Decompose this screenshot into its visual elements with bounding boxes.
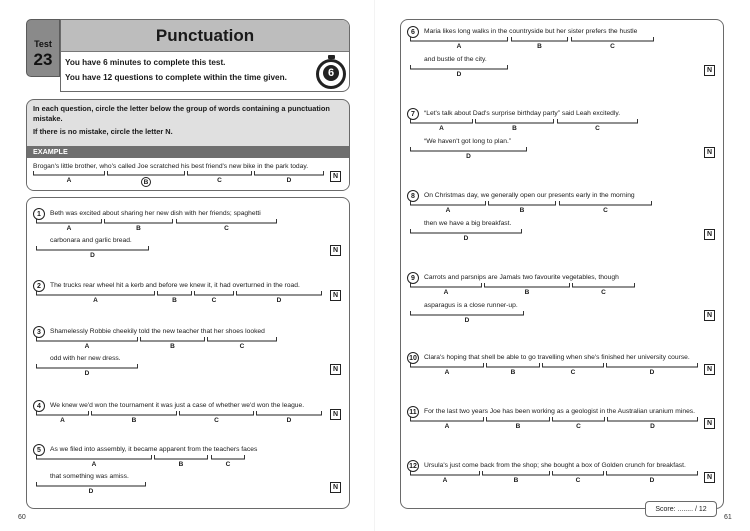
- q9-no-mistake-box[interactable]: N: [704, 310, 715, 321]
- question-number: 4: [33, 400, 45, 412]
- example-option-b[interactable]: [107, 177, 185, 187]
- example-option-b-circle: B: [141, 177, 151, 187]
- question-number: 1: [33, 208, 45, 220]
- q11-option-b[interactable]: B: [515, 423, 521, 430]
- q6-option-b[interactable]: B: [537, 43, 542, 50]
- score-box: Score: ........ / 12: [645, 501, 717, 517]
- q5-no-mistake-box[interactable]: N: [330, 482, 341, 493]
- q2-option-b[interactable]: B: [172, 297, 177, 304]
- question-number: 6: [407, 26, 419, 38]
- q7-no-mistake-box[interactable]: N: [704, 147, 715, 158]
- question-text-line-2: asparagus is a close runner-up.: [424, 302, 518, 309]
- page-number-left: 60: [18, 514, 26, 521]
- instruction-no-mistake: If there is no mistake, circle the letter N.: [33, 127, 173, 136]
- question-number: 2: [33, 280, 45, 292]
- q9-option-d[interactable]: D: [464, 317, 470, 324]
- q8-no-mistake-box[interactable]: N: [704, 229, 715, 240]
- example-n-box[interactable]: N: [330, 171, 341, 182]
- stopwatch-icon: [316, 59, 346, 89]
- page-gutter: [374, 0, 375, 531]
- q2-option-c[interactable]: C: [211, 297, 217, 304]
- example-option-c[interactable]: C: [217, 177, 222, 184]
- q3-option-b[interactable]: B: [170, 343, 175, 350]
- q9-option-c[interactable]: C: [601, 289, 606, 296]
- q10-option-d[interactable]: D: [649, 369, 655, 376]
- q8-option-b[interactable]: B: [519, 207, 525, 214]
- q10-option-a[interactable]: A: [444, 369, 450, 376]
- q3-option-c[interactable]: C: [239, 343, 245, 350]
- q12-option-d[interactable]: D: [649, 477, 655, 484]
- question-text-line-2: that something was amiss.: [50, 473, 129, 480]
- q12-option-c[interactable]: C: [575, 477, 581, 484]
- example-option-d[interactable]: D: [286, 177, 292, 184]
- q8-option-a[interactable]: A: [445, 207, 451, 214]
- questions-panel-right: [400, 19, 724, 509]
- question-number: 8: [407, 190, 419, 202]
- question-text-line-2: carbonara and garlic bread.: [50, 237, 132, 244]
- q6-option-a[interactable]: A: [456, 43, 462, 50]
- q12-option-a[interactable]: A: [442, 477, 448, 484]
- question-number: 9: [407, 272, 419, 284]
- q7-option-d[interactable]: D: [466, 153, 471, 160]
- q4-option-c[interactable]: C: [214, 417, 219, 424]
- q10-option-c[interactable]: C: [570, 369, 576, 376]
- q11-option-d[interactable]: D: [650, 423, 655, 430]
- question-number: 5: [33, 444, 45, 456]
- question-number: 11: [407, 406, 419, 418]
- instruction-text: In each question, circle the letter below the group of words containing a punctuation mistake.: [33, 104, 330, 123]
- q4-option-d[interactable]: D: [286, 417, 292, 424]
- stopwatch-knob: [328, 55, 335, 59]
- q9-option-a[interactable]: A: [443, 289, 449, 296]
- question-text-line-1: We knew we'd won the tournament it was just a case of whether we'd won the league.: [50, 402, 305, 409]
- q5-option-c[interactable]: C: [225, 461, 231, 468]
- question-text-line-1: The trucks rear wheel hit a kerb and before we knew it, it had overturned in the road.: [50, 282, 300, 289]
- q5-option-a[interactable]: A: [91, 461, 97, 468]
- q3-no-mistake-box[interactable]: N: [330, 364, 341, 375]
- q12-option-b[interactable]: B: [513, 477, 519, 484]
- q2-no-mistake-box[interactable]: N: [330, 290, 341, 301]
- question-number: 10: [407, 352, 419, 364]
- time-instruction: You have 6 minutes to complete this test.: [65, 58, 226, 67]
- q4-no-mistake-box[interactable]: N: [330, 409, 341, 420]
- q9-option-b[interactable]: B: [524, 289, 530, 296]
- q1-option-b[interactable]: B: [136, 225, 141, 232]
- question-text-line-2: then we have a big breakfast.: [424, 220, 512, 227]
- q7-option-b[interactable]: B: [512, 125, 517, 132]
- question-text-line-1: On Christmas day, we generally open our presents early in the morning: [424, 192, 635, 199]
- q10-no-mistake-box[interactable]: N: [704, 364, 715, 375]
- q8-option-c[interactable]: C: [603, 207, 608, 214]
- q6-option-d[interactable]: D: [456, 71, 462, 78]
- q6-no-mistake-box[interactable]: N: [704, 65, 715, 76]
- q1-option-c[interactable]: C: [224, 225, 229, 232]
- question-text-line-1: Carrots and parsnips are Jamals two favourite vegetables, though: [424, 274, 619, 281]
- q11-option-a[interactable]: A: [444, 423, 450, 430]
- q1-option-d[interactable]: D: [90, 252, 95, 259]
- question-text-line-1: For the last two years Joe has been working as a geologist in the Australian uranium mines.: [424, 408, 695, 415]
- test-number: 23: [33, 50, 53, 69]
- test-label: Test: [34, 39, 52, 49]
- question-text-line-1: Maria likes long walks in the countryside but her sister prefers the hustle: [424, 28, 638, 35]
- q1-option-a[interactable]: A: [66, 225, 72, 232]
- q8-option-d[interactable]: D: [463, 235, 469, 242]
- question-text-line-1: Clara's hoping that shell be able to go travelling when she's finished her university course.: [424, 354, 690, 361]
- question-text-line-2: “We haven't got long to plan.”: [424, 138, 512, 145]
- question-text-line-2: odd with her new dress.: [50, 355, 121, 362]
- question-number: 3: [33, 326, 45, 338]
- example-option-a[interactable]: A: [66, 177, 72, 184]
- question-number: 7: [407, 108, 419, 120]
- example-sentence: Brogan's little brother, who's called Joe scratched his best friend's new bike in the park today.: [33, 163, 309, 170]
- q5-option-d[interactable]: D: [88, 488, 94, 495]
- q2-option-d[interactable]: D: [276, 297, 282, 304]
- timer-minutes: 6: [323, 65, 339, 81]
- q2-option-a[interactable]: A: [93, 297, 98, 304]
- question-text-line-1: As we filed into assembly, it became apparent from the teachers faces: [50, 446, 258, 453]
- q3-option-a[interactable]: A: [84, 343, 90, 350]
- page-number-right: 61: [724, 514, 732, 521]
- question-count-instruction: You have 12 questions to complete within the time given.: [65, 73, 287, 82]
- q6-option-c[interactable]: C: [610, 43, 615, 50]
- q12-no-mistake-box[interactable]: N: [704, 472, 715, 483]
- q10-option-b[interactable]: B: [510, 369, 516, 376]
- q7-option-c[interactable]: C: [595, 125, 600, 132]
- question-text-line-1: Beth was excited about sharing her new dish with her friends; spaghetti: [50, 210, 261, 217]
- q7-option-a[interactable]: A: [439, 125, 444, 132]
- test-badge: [26, 19, 60, 77]
- q4-option-a[interactable]: A: [60, 417, 65, 424]
- q3-option-d[interactable]: D: [84, 370, 90, 377]
- q11-no-mistake-box[interactable]: N: [704, 418, 715, 429]
- q11-option-c[interactable]: C: [576, 423, 581, 430]
- page-title: Punctuation: [61, 20, 349, 52]
- test-header: [60, 19, 350, 92]
- question-text-line-1: Ursula's just come back from the shop; she bought a box of Golden crunch for breakfast.: [424, 462, 686, 469]
- question-text-line-1: “Let's talk about Dad's surprise birthday party” said Leah excitedly.: [424, 110, 621, 117]
- question-number: 12: [407, 460, 419, 472]
- q5-option-b[interactable]: B: [178, 461, 184, 468]
- example-label: EXAMPLE: [27, 146, 349, 158]
- question-text-line-1: Shamelessly Robbie cheekily told the new teacher that her shoes looked: [50, 328, 265, 335]
- q1-no-mistake-box[interactable]: N: [330, 245, 341, 256]
- q4-option-b[interactable]: B: [131, 417, 137, 424]
- question-text-line-2: and bustle of the city.: [424, 56, 487, 63]
